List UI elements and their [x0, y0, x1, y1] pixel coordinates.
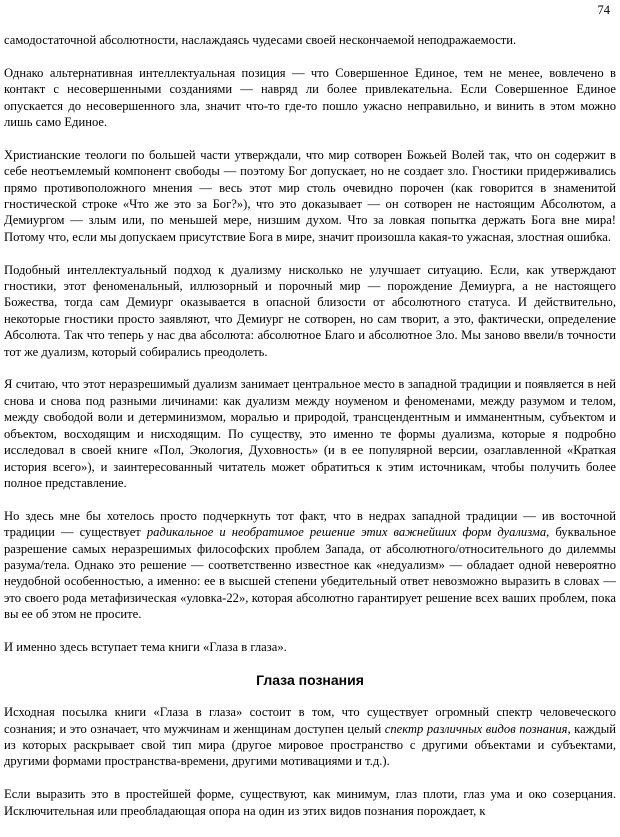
page-number: 74 [597, 3, 610, 17]
paragraph-alternative-position: Однако альтернативная интеллектуальная позиция — что Совершенное Единое, тем не менее, вовлечено в контакт с несовершенными созданиями — навряд ли более привлекательна. Если Совершенное Единое опускается до несовершенного зла, значит что-то где-то пошло ужасно неправильно, и винить в этом можно лишь само Единое. [4, 65, 616, 130]
paragraph-nondualism-text-2: , буквальное разрешение самых неразрешимых философских проблем Запада, от абсолютного/относительного до дилеммы разума/тела. Однако это решение — соответственно известное как «недуализм» — обладает одной невероятно неудобной особенностью, а именно: ее в высшей степени убедительный ответ невозможно выразить в словах — это своего рода метафизическая «уловка-22», которая абсолютно гарантирует решение всех ваших проблем, пока вы ее об этом не просите. [4, 525, 617, 622]
paragraph-gnostic-dualism: Подобный интеллектуальный подход к дуализму нисколько не улучшает ситуацию. Если, как утверждают гностики, этот феноменальный, иллюзорный и порочный мир — порождение Демиурга, а не настоящего Божества, тогда сам Демиург оказывается в опасной близости от абсолютного статуса. И действительно, некоторые гностики просто заявляют, что Демиург не сотворен, но сам творит, а это, фактически, определение Абсолюта. Так что теперь у нас два абсолюта: абсолютное Благо и абсолютное Зло. Мы заново ввели/в точности тот же дуализм, который собирались преодолеть. [4, 262, 616, 359]
paragraph-nondualism [4, 508, 616, 623]
section-heading: Глаза познания [256, 671, 364, 688]
paragraph-nondualism-emphasis: радикальное и необратимое решение этих важнейших форм дуализма [146, 525, 547, 540]
paragraph-book-theme: И именно здесь вступает тема книги «Глаза в глаза». [4, 639, 287, 654]
paragraph-nondualism-text-1: Но здесь мне бы хотелось просто подчеркнуть тот факт, что в недрах западной традиции — ив восточной традиции — существует [4, 508, 616, 540]
paragraph-western-tradition: Я считаю, что этот неразрешимый дуализм занимает центральное место в западной традиции и появляется в ней снова и снова под разными личинами: как дуализм между ноуменом и феноменами, между разумом и телом, между свободой воли и детерминизмом, моралью и природой, трансцендентным и имманентным, субъектом и объектом, восходящим и нисходящим. По существу, это именно те формы дуализма, которые я подробно исследовал в своей книге «Пол, Экология, Духовность» (и в ее популярной версии, озаглавленной «Краткая история всего»), и заинтересованный читатель может обратиться к этим источникам, чтобы получить более полное представление. [4, 377, 616, 490]
paragraph-continuation: самодостаточной абсолютности, наслаждаясь чудесами своей нескончаемой неподражаемости. [4, 33, 517, 47]
document-body [4, 32, 616, 835]
paragraph-spectrum [4, 704, 616, 770]
paragraph-spectrum-emphasis: спектр различных видов познания [384, 721, 568, 736]
paragraph-spectrum-text-2: , каждый из которых раскрывает свой тип мира (другое мировое пространство с другими объектами и субъектами, другими формами пространства-времени, другими мотивациями и т.д.). [4, 721, 616, 769]
paragraph-christian-theologians: Христианские теологи по большей части утверждали, что мир сотворен Божьей Волей так, что он содержит в себе неотъемлемый компонент свободы — поэтому Бог допускает, но не создает зло. Гностики придерживались прямо противоположного мнения — весь этот мир столь очевидно порочен (как говорится в знаменитой гностической строке «Что же это за Бог?»), что это доказывает — он сотворен не настоящим Абсолютом, а Демиургом — злым или, по меньшей мере, низшим духом. Что за ловкая попытка держать Бога вне мира! Потому что, если мы допускаем присутствие Бога в мире, значит произошла какая-то ужасная, злостная ошибка. [4, 147, 616, 244]
paragraph-eyes-of-knowledge: Если выразить это в простейшей форме, существуют, как минимум, глаз плоти, глаз ума и око созерцания. Исключительная или преобладающая опора на один из этих видов познания порождает, к [4, 787, 616, 818]
paragraph-spectrum-text-1: Исходная посылка книги «Глаза в глаза» состоит в том, что существует огромный спектр человеческого сознания; и это означает, что мужчинам и женщинам доступен целый [4, 705, 616, 736]
